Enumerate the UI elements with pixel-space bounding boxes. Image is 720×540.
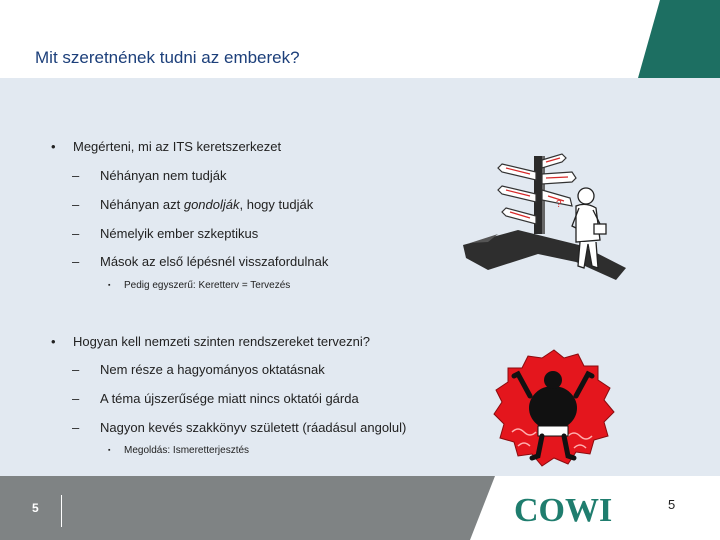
dash-text: Nem része a hagyományos oktatásnak — [100, 362, 325, 377]
sub-bullet-mark: ▪ — [108, 282, 111, 289]
dash-mark: – — [72, 391, 80, 406]
bullet-text: Hogyan kell nemzeti szinten rendszereket tervezni? — [73, 334, 370, 349]
bullet-mark: • — [51, 334, 56, 349]
dash-item — [72, 362, 325, 377]
signpost-confused-man-icon — [458, 150, 633, 285]
dash-text: Nagyon kevés szakkönyv született (ráadásul angolul) — [100, 420, 407, 435]
cowi-logo: COWI — [514, 492, 613, 529]
page-number-right: 5 — [668, 497, 676, 512]
dash-mark: – — [72, 362, 80, 377]
bullet-text: Megérteni, mi az ITS keretszerkezet — [73, 139, 282, 154]
dash-item — [72, 391, 359, 406]
footer-divider — [61, 495, 62, 527]
dash-text-italic: gondolják — [183, 197, 240, 212]
dash-item — [72, 197, 314, 212]
dash-item — [72, 168, 227, 183]
page-number-left: 5 — [32, 501, 39, 515]
dash-text: A téma újszerűsége miatt nincs oktatói gárda — [100, 391, 359, 406]
dash-text: Néhányan nem tudják — [100, 168, 227, 183]
svg-text:?: ? — [556, 199, 562, 210]
slide-header — [0, 0, 720, 78]
slide-content — [0, 78, 720, 476]
screaming-figure-red-burst-icon — [488, 346, 620, 470]
bullet-item — [51, 139, 282, 154]
dash-text: Mások az első lépésnél visszafordulnak — [100, 254, 329, 269]
footer-band — [0, 476, 495, 540]
dash-mark: – — [72, 254, 80, 269]
dash-item — [72, 226, 259, 241]
dash-mark: – — [72, 168, 80, 183]
slide-footer — [0, 476, 720, 540]
dash-text-end: , hogy tudják — [239, 197, 314, 212]
dash-text-start: Néhányan azt — [100, 197, 184, 212]
sub-bullet-text: Megoldás: Ismeretterjesztés — [124, 445, 250, 456]
dash-mark: – — [72, 226, 80, 241]
sub-bullet-item — [108, 280, 291, 291]
footer-slant — [470, 476, 510, 540]
sub-bullet-text: Pedig egyszerű: Keretterv = Tervezés — [124, 280, 291, 291]
dash-mark: – — [72, 197, 80, 212]
corner-accent — [638, 0, 720, 78]
bullet-item — [51, 334, 370, 349]
dash-mark: – — [72, 420, 80, 435]
sub-bullet-item — [108, 445, 250, 456]
bullet-mark: • — [51, 139, 56, 154]
dash-text: Némelyik ember szkeptikus — [100, 226, 259, 241]
dash-item — [72, 420, 407, 435]
sub-bullet-mark: ▪ — [108, 447, 111, 454]
slide-title: Mit szeretnének tudni az emberek? — [35, 48, 300, 67]
dash-item — [72, 254, 329, 269]
